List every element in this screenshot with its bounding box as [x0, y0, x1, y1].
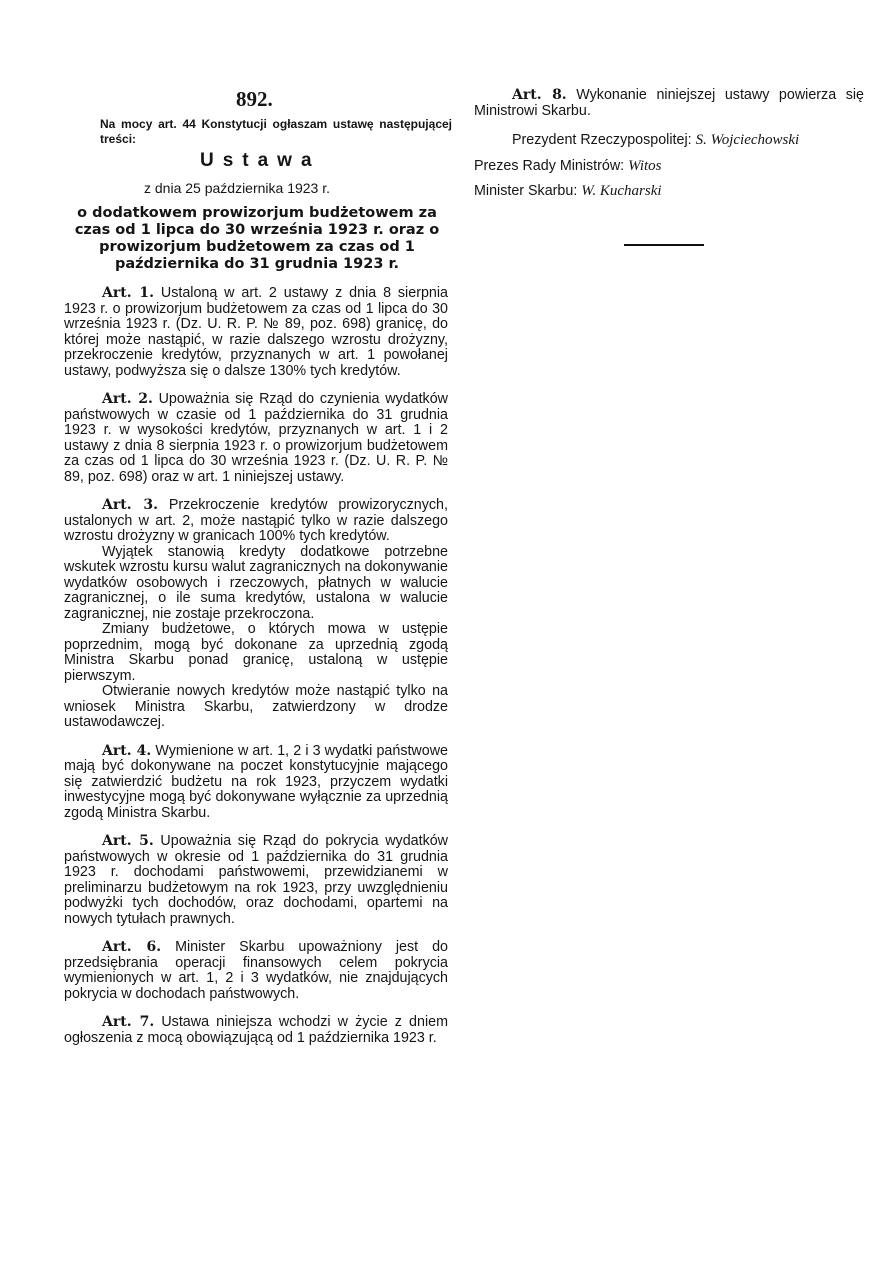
article-paragraph: Otwieranie nowych kredytów może nastąpić tylko na wniosek Ministra Skarbu, zatwierdzony w drodze ustawodawczej. [64, 683, 448, 730]
article-label: Art. 8. [512, 87, 567, 103]
article-paragraph: Zmiany budżetowe, o których mowa w ustępie poprzednim, mogą być dokonane za uprzednią zgodą Ministra Skarbu ponad granicę, ustaloną w ustępie pierwszym. [64, 621, 448, 684]
article-paragraph [64, 1015, 448, 1046]
article-text: Upoważnia się Rząd do czynienia wydatków państwowych w czasie od 1 października do 31 grudnia 1923 r. w wysokości kredytów, przyznanych w art. 1 i 2 ustawy z dnia 8 sierpnia 1923 r. o prowizorjum budżetowem za czas od 1 lipca do 30 września 1923 r. (Dz. U. R. P. № 89, poz. 698) oraz w art. 1 niniejszej ustawy. [64, 391, 448, 485]
article-paragraph [64, 286, 448, 379]
article-2 [64, 392, 448, 485]
signature-role: Prezes Rady Ministrów: [474, 157, 625, 174]
signature-role: Minister Skarbu: [474, 183, 578, 199]
signature-name: W. Kucharski [581, 183, 662, 199]
article-paragraph [64, 392, 448, 485]
article-label: Art. 2. [102, 391, 153, 407]
article-6 [64, 940, 448, 1002]
preamble: Na mocy art. 44 Konstytucji ogłaszam ustawę następującej treści: [100, 117, 452, 146]
article-label: Art. 1. [102, 285, 154, 301]
act-number: 892. [236, 87, 273, 111]
article-5 [64, 834, 448, 927]
article-text: Ustaloną w art. 2 ustawy z dnia 8 sierpnia 1923 r. o prowizorjum budżetowem za czas od 1 lipca do 30 września 1923 r. (Dz. U. R. P. № 89, poz. 698) granicę, do której może nastąpić, w razie dalszego wzrostu drożyzny, przekroczenie kredytów, przyznanych w art. 1 powołanej ustawy, podwyższa się o dalsze 130% tych kredytów. [64, 285, 448, 379]
article-paragraph [64, 498, 448, 545]
article-label: Art. 5. [102, 833, 154, 849]
article-text: Minister Skarbu upoważniony jest do przedsiębrania operacji finansowych celem pokrycia wymienionych w art. 1, 2 i 3 wydatków, nie znajdujących pokrycia w dochodach państwowych. [64, 939, 448, 1002]
article-paragraph [64, 834, 448, 927]
article-paragraph [64, 940, 448, 1002]
article-8 [474, 88, 864, 119]
article-paragraph: Wyjątek stanowią kredyty dodatkowe potrzebne wskutek wzrostu kursu walut zagranicznych na dokonywanie wydatków osobowych i rzeczowych, płatnych w walucie zagranicznej, o ile suma kredytów, ustalona w walucie zagranicznej, nie zostaje przekroczona. [64, 543, 448, 622]
closing-section [474, 88, 864, 210]
signature-role: Prezydent Rzeczypospolitej: [512, 132, 692, 148]
article-3 [64, 498, 448, 731]
signature-name: S. Wojciechowski [695, 132, 800, 148]
article-text: Ustawa niniejsza wchodzi w życie z dniem ogłoszenia z mocą obowiązującą od 1 października 1923 r. [64, 1014, 448, 1046]
articles-list [64, 286, 448, 1059]
article-label: Art. 7. [102, 1014, 155, 1030]
article-paragraph [64, 744, 448, 822]
article-7 [64, 1015, 448, 1046]
act-subject: o dodatkowem prowizorjum budżetowem za czas od 1 lipca do 30 września 1923 r. oraz o prowizorjum budżetowem za czas od 1 października do 31 grudnia 1923 r. [74, 205, 440, 272]
article-text: Upoważnia się Rząd do pokrycia wydatków państwowych w okresie od 1 października do 31 grudnia 1923 r. dochodami państwowemi, przewidzianemi w preliminarzu budżetowym na rok 1923, przy uwzględnieniu podwyżki tych dochodów, oraz dochodami, opartemi na nowych tytułach prawnych. [64, 833, 448, 927]
act-title: Ustawa [200, 150, 321, 171]
signature-president [474, 133, 864, 149]
signature-finance-minister [474, 184, 864, 200]
article-label: Art. 6. [102, 939, 162, 955]
article-text: Wykonanie niniejszej ustawy powierza się Ministrowi Skarbu. [474, 87, 864, 119]
article-4 [64, 744, 448, 822]
signature-prime-minister [474, 159, 864, 175]
article-label: Art. 3. [102, 497, 158, 513]
article-text: Wymienione w art. 1, 2 i 3 wydatki państwowe mają być dokonywane na poczet konstytucyjnie mającego się zatwierdzić budżetu na rok 1923, przyczem wydatki inwestycyjne mogą być dokonywane wyłącznie za uprzednią zgodą Ministra Skarbu. [64, 742, 448, 821]
act-date: z dnia 25 października 1923 r. [144, 180, 331, 196]
end-rule-divider [624, 244, 704, 246]
signature-name: Witos [628, 157, 662, 174]
article-label: Art. 4. [102, 742, 152, 759]
article-text: Przekroczenie kredytów prowizorycznych, ustalonych w art. 2, może nastąpić tylko w razie dalszego wzrostu drożyzny w granicach 100% tych kredytów. [64, 497, 448, 544]
article-1 [64, 286, 448, 379]
